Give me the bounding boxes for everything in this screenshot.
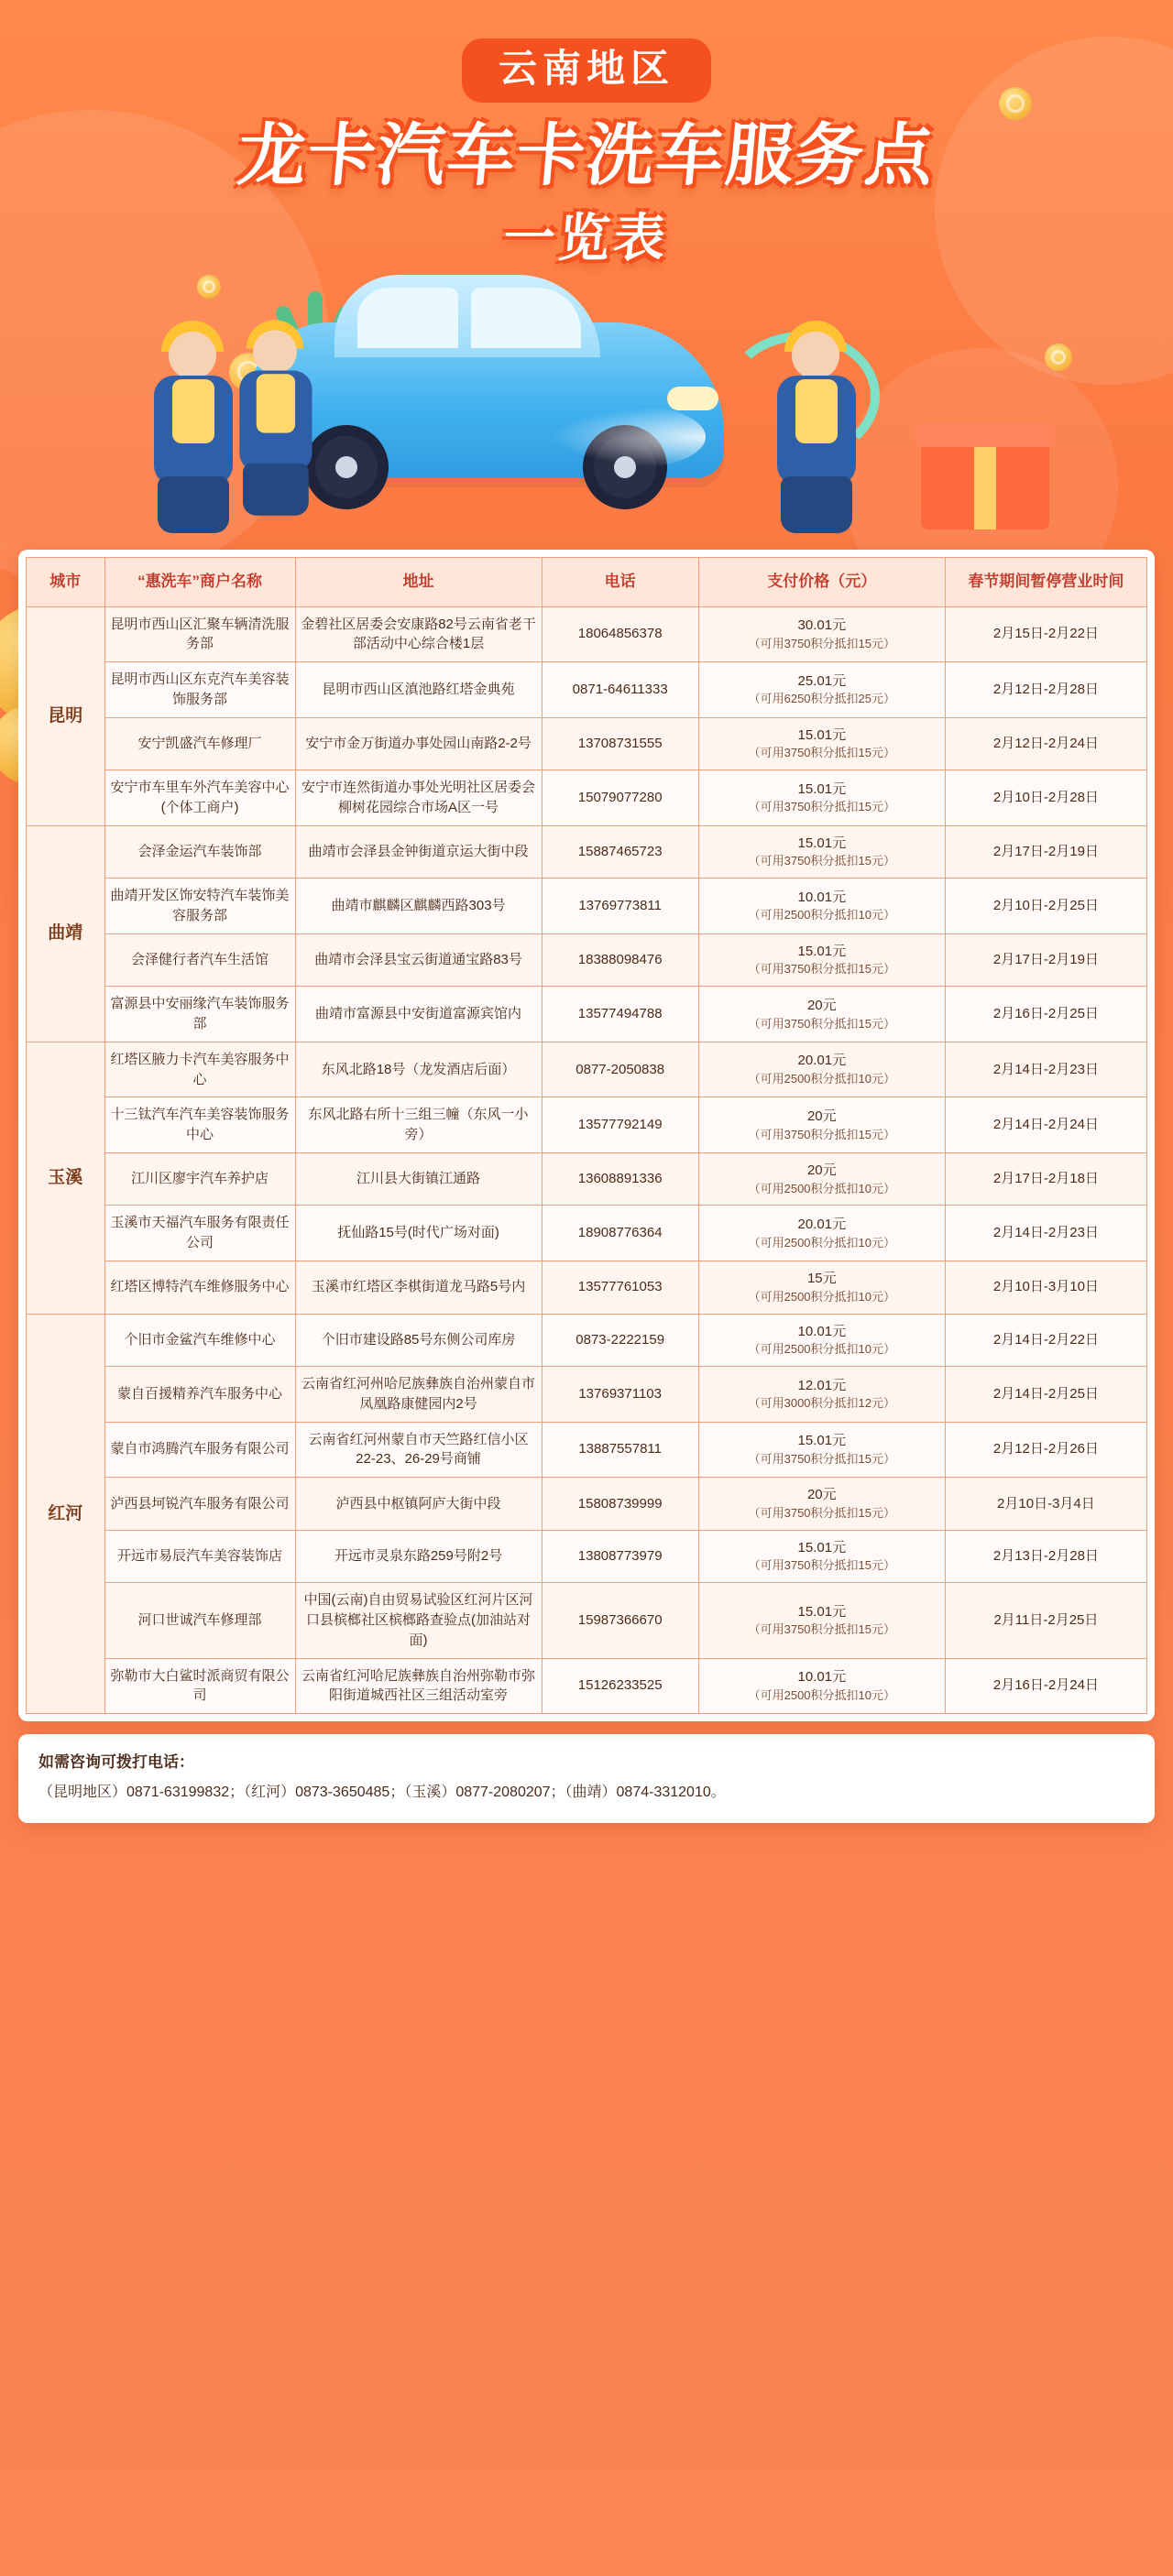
cell-address: 东风北路右所十三组三幢（东风一小旁） xyxy=(295,1097,542,1153)
table-row xyxy=(27,1583,1147,1658)
cell-closed-period: 2月10日-2月28日 xyxy=(945,770,1146,826)
cell-phone: 13577792149 xyxy=(542,1097,698,1153)
table-row xyxy=(27,770,1147,826)
car-window xyxy=(471,288,581,348)
cell-closed-period: 2月10日-2月25日 xyxy=(945,879,1146,934)
cell-merchant-name: 蒙自市鸿腾汽车服务有限公司 xyxy=(104,1422,295,1478)
price-points-note: （可用6250积分抵扣25元） xyxy=(748,692,895,706)
price-main: 30.01元 xyxy=(797,617,847,633)
table-row xyxy=(27,717,1147,770)
cell-phone: 18908776364 xyxy=(542,1206,698,1261)
cell-phone: 18064856378 xyxy=(542,606,698,662)
table-row xyxy=(27,1422,1147,1478)
price-main: 20元 xyxy=(806,1162,837,1178)
footer-phone-list: （昆明地区）0871-63199832；（红河）0873-3650485；（玉溪）0877-2080207；（曲靖）0874-3312010。 xyxy=(38,1785,726,1801)
cell-price xyxy=(698,1042,945,1097)
cell-merchant-name: 安宁凯盛汽车修理厂 xyxy=(104,717,295,770)
column-header-merchant: “惠洗车”商户名称 xyxy=(104,557,295,606)
column-header-closed: 春节期间暂停营业时间 xyxy=(945,557,1146,606)
cell-address: 曲靖市会泽县宝云街道通宝路83号 xyxy=(295,933,542,987)
cell-merchant-name: 十三钛汽车汽车美容装饰服务中心 xyxy=(104,1097,295,1153)
cell-closed-period: 2月12日-2月28日 xyxy=(945,662,1146,718)
gift-box-icon xyxy=(921,438,1049,529)
price-main: 20元 xyxy=(806,1108,837,1124)
cell-price xyxy=(698,1658,945,1714)
cell-merchant-name: 昆明市西山区东克汽车美容装饰服务部 xyxy=(104,662,295,718)
price-main: 15.01元 xyxy=(797,780,847,797)
price-main: 15.01元 xyxy=(797,1603,847,1620)
table-row xyxy=(27,1658,1147,1714)
cell-phone: 13887557811 xyxy=(542,1422,698,1478)
table-row xyxy=(27,825,1147,879)
cell-price xyxy=(698,1422,945,1478)
cell-address: 昆明市西山区滇池路红塔金典苑 xyxy=(295,662,542,718)
cell-closed-period: 2月17日-2月19日 xyxy=(945,933,1146,987)
cell-merchant-name: 泸西县坷锐汽车服务有限公司 xyxy=(104,1478,295,1531)
price-main: 20元 xyxy=(806,997,837,1013)
cell-price xyxy=(698,770,945,826)
price-points-note: （可用3750积分抵扣15元） xyxy=(748,1016,895,1031)
table-row xyxy=(27,1097,1147,1153)
cell-price xyxy=(698,1261,945,1314)
table-row xyxy=(27,1152,1147,1206)
price-points-note: （可用3750积分抵扣15元） xyxy=(748,636,895,650)
price-main: 15.01元 xyxy=(797,1539,847,1555)
cell-phone: 15126233525 xyxy=(542,1658,698,1714)
table-row xyxy=(27,606,1147,662)
price-points-note: （可用2500积分抵扣10元） xyxy=(748,908,895,922)
cell-merchant-name: 河口世诚汽车修理部 xyxy=(104,1583,295,1658)
table-row xyxy=(27,662,1147,718)
cell-price xyxy=(698,1530,945,1583)
worker-head xyxy=(253,330,297,374)
cell-closed-period: 2月12日-2月26日 xyxy=(945,1422,1146,1478)
cell-phone: 13577761053 xyxy=(542,1261,698,1314)
cell-phone: 13808773979 xyxy=(542,1530,698,1583)
cell-price xyxy=(698,1583,945,1658)
table-row xyxy=(27,1478,1147,1531)
cell-merchant-name: 会泽金运汽车装饰部 xyxy=(104,825,295,879)
cell-phone: 13577494788 xyxy=(542,987,698,1042)
cell-merchant-name: 安宁市车里车外汽车美容中心(个体工商户) xyxy=(104,770,295,826)
price-points-note: （可用2500积分抵扣10元） xyxy=(748,1181,895,1195)
column-header-price: 支付价格（元） xyxy=(698,557,945,606)
table-row xyxy=(27,1530,1147,1583)
price-main: 20元 xyxy=(806,1487,837,1503)
cell-address: 曲靖市麒麟区麒麟西路303号 xyxy=(295,879,542,934)
cell-city: 昆明 xyxy=(27,606,105,825)
cell-address: 东风北路18号（龙发酒店后面） xyxy=(295,1042,542,1097)
cell-address: 云南省红河州哈尼族彝族自治州蒙自市凤凰路康健园内2号 xyxy=(295,1367,542,1423)
water-spray xyxy=(550,405,706,469)
cell-merchant-name: 个旧市金鲨汽车维修中心 xyxy=(104,1314,295,1367)
price-main: 20.01元 xyxy=(797,1053,847,1069)
price-points-note: （可用3750积分抵扣15元） xyxy=(748,746,895,760)
cell-address: 金碧社区居委会安康路82号云南省老干部活动中心综合楼1层 xyxy=(295,606,542,662)
table-body xyxy=(27,606,1147,1714)
cell-phone: 15987366670 xyxy=(542,1583,698,1658)
cell-phone: 15808739999 xyxy=(542,1478,698,1531)
cell-merchant-name: 江川区廖宇汽车养护店 xyxy=(104,1152,295,1206)
cell-price xyxy=(698,662,945,718)
cell-merchant-name: 开远市易辰汽车美容装饰店 xyxy=(104,1530,295,1583)
price-points-note: （可用3750积分抵扣15元） xyxy=(748,1127,895,1141)
cell-price xyxy=(698,933,945,987)
cell-price xyxy=(698,1206,945,1261)
cell-phone: 13708731555 xyxy=(542,717,698,770)
cell-address: 个旧市建设路85号东侧公司库房 xyxy=(295,1314,542,1367)
car-headlight xyxy=(667,387,718,410)
car-wash-illustration xyxy=(0,277,1173,533)
worker-bib xyxy=(172,379,214,443)
table-row xyxy=(27,1367,1147,1423)
cell-closed-period: 2月14日-2月25日 xyxy=(945,1367,1146,1423)
price-main: 15.01元 xyxy=(797,835,847,851)
cell-merchant-name: 弥勒市大白鲨时派商贸有限公司 xyxy=(104,1658,295,1714)
price-points-note: （可用2500积分抵扣10元） xyxy=(748,1289,895,1304)
worker-bib xyxy=(795,379,838,443)
region-pill: 云南地区 xyxy=(462,38,711,103)
table-row xyxy=(27,933,1147,987)
cell-city: 玉溪 xyxy=(27,1042,105,1314)
cell-price xyxy=(698,1367,945,1423)
worker-figure xyxy=(761,322,871,533)
cell-phone: 13769371103 xyxy=(542,1367,698,1423)
cell-address: 云南省红河哈尼族彝族自治州弥勒市弥阳街道城西社区三组活动室旁 xyxy=(295,1658,542,1714)
worker-legs xyxy=(158,476,229,533)
cell-merchant-name: 富源县中安丽缘汽车装饰服务部 xyxy=(104,987,295,1042)
cell-closed-period: 2月14日-2月23日 xyxy=(945,1206,1146,1261)
cell-address: 中国(云南)自由贸易试验区红河片区河口县槟榔社区槟榔路查验点(加油站对面) xyxy=(295,1583,542,1658)
worker-bib xyxy=(257,374,295,432)
worker-legs xyxy=(243,464,309,516)
cell-closed-period: 2月12日-2月24日 xyxy=(945,717,1146,770)
cell-address: 曲靖市富源县中安街道富源宾馆内 xyxy=(295,987,542,1042)
cell-closed-period: 2月15日-2月22日 xyxy=(945,606,1146,662)
column-header-phone: 电话 xyxy=(542,557,698,606)
price-main: 15.01元 xyxy=(797,726,847,743)
price-main: 15.01元 xyxy=(797,943,847,959)
price-main: 20.01元 xyxy=(797,1216,847,1232)
service-point-table-card xyxy=(18,550,1155,1721)
cell-address: 江川县大街镇江通路 xyxy=(295,1152,542,1206)
column-header-city: 城市 xyxy=(27,557,105,606)
footer-note-title: 如需咨询可拨打电话： xyxy=(38,1753,194,1772)
cell-price xyxy=(698,717,945,770)
cell-phone: 15079077280 xyxy=(542,770,698,826)
column-header-address: 地址 xyxy=(295,557,542,606)
page-subtitle: 一览表 xyxy=(500,208,672,267)
cell-price xyxy=(698,1478,945,1531)
table-row xyxy=(27,987,1147,1042)
cell-price xyxy=(698,1097,945,1153)
cell-address: 安宁市金万街道办事处园山南路2-2号 xyxy=(295,717,542,770)
price-points-note: （可用2500积分抵扣10元） xyxy=(748,1687,895,1702)
cell-merchant-name: 红塔区腋力卡汽车美容服务中心 xyxy=(104,1042,295,1097)
cell-closed-period: 2月16日-2月24日 xyxy=(945,1658,1146,1714)
price-points-note: （可用3750积分抵扣15元） xyxy=(748,1451,895,1466)
worker-legs xyxy=(781,476,852,533)
price-points-note: （可用2500积分抵扣10元） xyxy=(748,1235,895,1250)
cell-phone: 18388098476 xyxy=(542,933,698,987)
cell-city: 红河 xyxy=(27,1314,105,1714)
cell-price xyxy=(698,825,945,879)
contact-footer xyxy=(18,1734,1155,1823)
cell-closed-period: 2月11日-2月25日 xyxy=(945,1583,1146,1658)
cell-address: 开远市灵泉东路259号附2号 xyxy=(295,1530,542,1583)
price-points-note: （可用3750积分抵扣15元） xyxy=(748,1505,895,1520)
price-points-note: （可用3000积分抵扣12元） xyxy=(748,1396,895,1411)
cell-price xyxy=(698,987,945,1042)
cell-phone: 13608891336 xyxy=(542,1152,698,1206)
cell-phone: 0877-2050838 xyxy=(542,1042,698,1097)
car-window xyxy=(357,288,458,348)
cell-merchant-name: 蒙自百援精养汽车服务中心 xyxy=(104,1367,295,1423)
cell-closed-period: 2月14日-2月23日 xyxy=(945,1042,1146,1097)
worker-figure xyxy=(225,322,325,516)
price-main: 10.01元 xyxy=(797,889,847,905)
table-row xyxy=(27,1261,1147,1314)
table-row xyxy=(27,1042,1147,1097)
cell-closed-period: 2月13日-2月28日 xyxy=(945,1530,1146,1583)
cell-merchant-name: 会泽健行者汽车生活馆 xyxy=(104,933,295,987)
price-main: 15元 xyxy=(806,1270,837,1286)
cell-phone: 13769773811 xyxy=(542,879,698,934)
cell-merchant-name: 曲靖开发区饰安特汽车装饰美容服务部 xyxy=(104,879,295,934)
cell-closed-period: 2月10日-3月10日 xyxy=(945,1261,1146,1314)
price-main: 10.01元 xyxy=(797,1323,847,1339)
price-points-note: （可用3750积分抵扣15元） xyxy=(748,854,895,868)
worker-head xyxy=(169,332,216,379)
worker-head xyxy=(792,332,839,379)
table-row xyxy=(27,1206,1147,1261)
cell-address: 玉溪市红塔区李棋街道龙马路5号内 xyxy=(295,1261,542,1314)
cell-price xyxy=(698,1314,945,1367)
price-main: 12.01元 xyxy=(797,1377,847,1393)
price-points-note: （可用2500积分抵扣10元） xyxy=(748,1072,895,1086)
cell-closed-period: 2月10日-3月4日 xyxy=(945,1478,1146,1531)
poster-header xyxy=(0,0,1173,271)
price-main: 25.01元 xyxy=(797,672,847,689)
price-points-note: （可用3750积分抵扣15元） xyxy=(748,962,895,977)
price-main: 15.01元 xyxy=(797,1433,847,1449)
cell-phone: 0871-64611333 xyxy=(542,662,698,718)
table-row xyxy=(27,879,1147,934)
price-points-note: （可用3750积分抵扣15元） xyxy=(748,1622,895,1637)
cell-closed-period: 2月16日-2月25日 xyxy=(945,987,1146,1042)
cell-phone: 0873-2222159 xyxy=(542,1314,698,1367)
price-main: 10.01元 xyxy=(797,1669,847,1685)
cell-closed-period: 2月17日-2月19日 xyxy=(945,825,1146,879)
service-point-table xyxy=(26,557,1147,1714)
cell-price xyxy=(698,1152,945,1206)
price-points-note: （可用2500积分抵扣10元） xyxy=(748,1342,895,1357)
price-points-note: （可用3750积分抵扣15元） xyxy=(748,1558,895,1573)
cell-merchant-name: 昆明市西山区汇聚车辆清洗服务部 xyxy=(104,606,295,662)
table-header xyxy=(27,557,1147,606)
cell-address: 曲靖市会泽县金钟街道京运大街中段 xyxy=(295,825,542,879)
table-header-row xyxy=(27,557,1147,606)
cell-phone: 15887465723 xyxy=(542,825,698,879)
cell-closed-period: 2月17日-2月18日 xyxy=(945,1152,1146,1206)
cell-price xyxy=(698,606,945,662)
cell-address: 泸西县中枢镇阿庐大街中段 xyxy=(295,1478,542,1531)
cell-closed-period: 2月14日-2月22日 xyxy=(945,1314,1146,1367)
cell-city: 曲靖 xyxy=(27,825,105,1042)
price-points-note: （可用3750积分抵扣15元） xyxy=(748,800,895,814)
cell-price xyxy=(698,879,945,934)
cell-merchant-name: 玉溪市天福汽车服务有限责任公司 xyxy=(104,1206,295,1261)
cell-address: 云南省红河州蒙自市天竺路红信小区22-23、26-29号商铺 xyxy=(295,1422,542,1478)
cell-address: 安宁市连然街道办事处光明社区居委会柳树花园综合市场A区一号 xyxy=(295,770,542,826)
table-row xyxy=(27,1314,1147,1367)
page-title: 龙卡汽车卡洗车服务点 xyxy=(235,117,938,193)
cell-closed-period: 2月14日-2月24日 xyxy=(945,1097,1146,1153)
cell-merchant-name: 红塔区博特汽车维修服务中心 xyxy=(104,1261,295,1314)
cell-address: 抚仙路15号(时代广场对面) xyxy=(295,1206,542,1261)
